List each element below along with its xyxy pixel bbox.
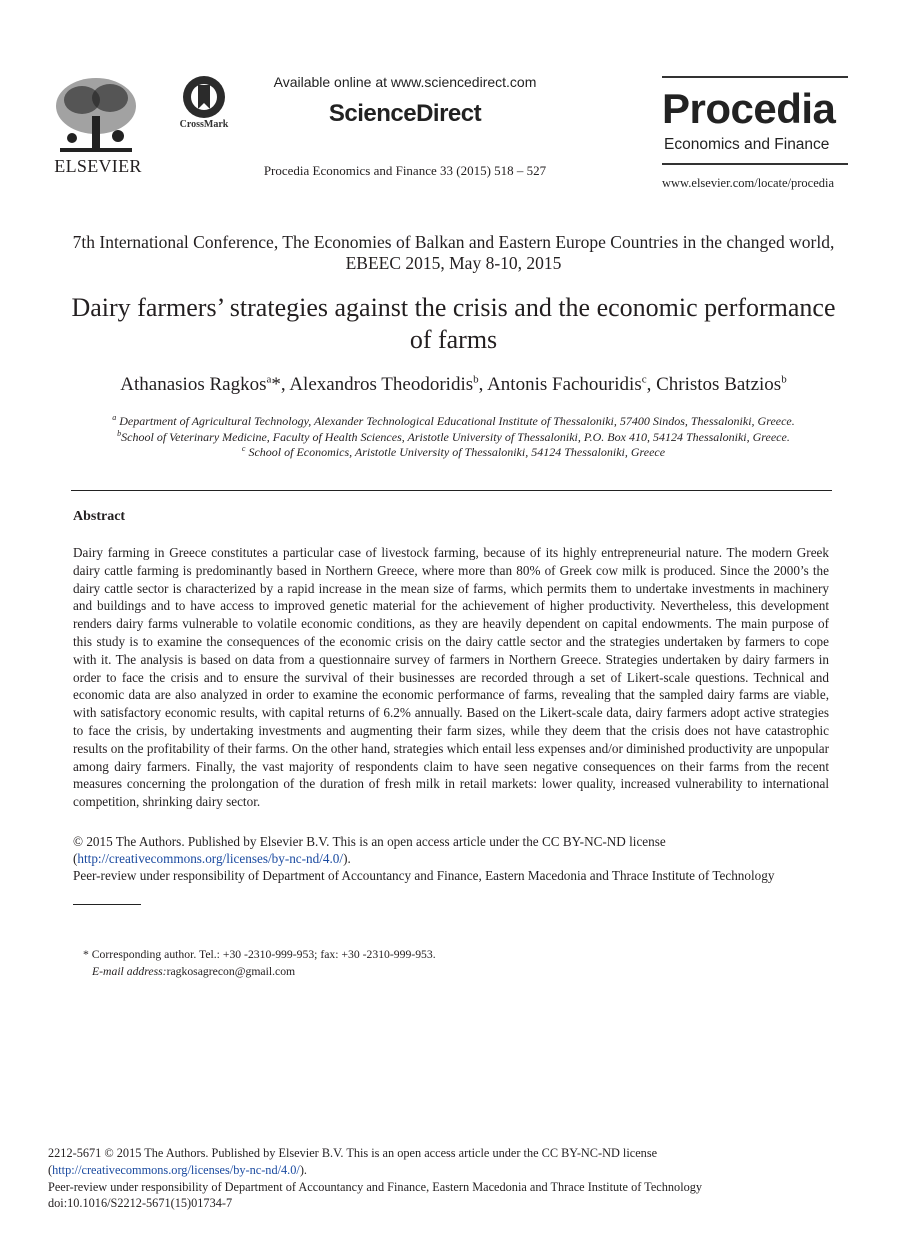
paper-title: Dairy farmers’ strategies against the crisis and the economic performance of farms bbox=[71, 293, 836, 354]
email-address[interactable]: ragkosagrecon@gmail.com bbox=[166, 964, 296, 978]
corresponding-author: * Corresponding author. Tel.: +30 -2310-999-953; fax: +30 -2310-999-953. bbox=[83, 948, 436, 961]
author-list bbox=[40, 374, 867, 396]
peer-review-line: Peer-review under responsibility of Department of Accountancy and Finance, Eastern Macedonia and Thrace Institute of Technology bbox=[73, 868, 775, 884]
footnote bbox=[83, 947, 436, 980]
page-footer bbox=[48, 1145, 868, 1212]
affiliation: $^a$ Department of Agricultural Technology, Alexander Technological Educational Institute of Thessaloniki, 57400 Sindos, Thessaloniki, Greece. bbox=[112, 413, 795, 428]
sciencedirect-brand: ScienceDirect bbox=[328, 100, 482, 127]
abstract-heading: Abstract bbox=[73, 509, 126, 524]
license-link[interactable]: http://creativecommons.org/licenses/by-nc-nd/4.0/ bbox=[77, 851, 344, 867]
section-divider bbox=[71, 490, 832, 491]
available-online[interactable]: Available online at www.sciencedirect.com bbox=[273, 74, 537, 90]
footer-copyright: 2212-5671 © 2015 The Authors. Published by Elsevier B.V. This is an open access article under the CC BY-NC-ND license bbox=[48, 1146, 658, 1160]
footnote-rule bbox=[73, 904, 141, 905]
author: Antonis Fachouridis$^c$, bbox=[487, 374, 657, 396]
author: Alexandros Theodoridis$^b$, bbox=[289, 374, 488, 396]
journal-subtitle: Economics and Finance bbox=[664, 136, 830, 153]
author: Athanasios Ragkos$^a$*, bbox=[120, 374, 290, 396]
abstract-license bbox=[73, 833, 833, 885]
affiliation: $^b$School of Veterinary Medicine, Faculty of Health Sciences, Aristotle University of Thessaloniki, P.O. Box 410, 54124 Thessaloniki, Greece. bbox=[117, 429, 790, 444]
license-link-line: (http://creativecommons.org/licenses/by-nc-nd/4.0/). bbox=[73, 851, 351, 867]
footer-license: (http://creativecommons.org/licenses/by-nc-nd/4.0/). bbox=[48, 1162, 307, 1177]
elsevier-wordmark: ELSEVIER bbox=[54, 156, 142, 176]
journal-url[interactable]: www.elsevier.com/locate/procedia bbox=[662, 176, 835, 190]
conference-line: 7th International Conference, The Economies of Balkan and Eastern Europe Countries in the changed world, EBEEC 2015, May 8-10, 2015 bbox=[72, 232, 835, 273]
journal-name: Procedia bbox=[662, 85, 836, 132]
abstract-body: Dairy farming in Greece constitutes a particular case of livestock farming, because of its highly entrepreneurial nature. The modern Greek dairy cattle farming is predominantly based in Northern Greece, where more than 80% of Greek cow milk is produced. Since the 2000’s the dairy cattle sector is characterized by a rapid increase in the mean size of farms, which permits them to undertake investments in machinery and buildings and to have access to improved genetic material for the achievement of higher productivity. Nevertheless, this development renders dairy farms vulnerable to volatile economic conditions, as they are heavily dependent on capital endowments. The main purpose of this study is to examine the consequences of the economic crisis on the dairy cattle sector and the strategies undertaken by farmers to cope with it. The analysis is based on data from a questionnaire survey of farmers in Northern Greece. Strategies undertaken by dairy farmers in order to face the crisis and to ensure the survival of their businesses are recorded through a set of Likert-scale questions. Technical and economic data are also analyzed in order to examine the economic performance of farms, revealing that the sampled dairy farms are viable, with satisfactory economic results, with capital returns of 6.2% annually. Based on the Likert-scale data, dairy farmers adopt active strategies to face the crisis, by undertaking investments and augmenting their farm sizes, while they deem that the crisis does not have catastrophic results on the profitability of their farms. On the other hand, strategies which entail less expenses and/or diminished productivity are unpopular among dairy farmers. Finally, the vast majority of respondents claim to have seen negative consequences on their farms from the recent measures concerning the prolongation of the duration of fresh milk in retail markets: lower quality, increased vulnerability to international competition, shrinking dairy sector. bbox=[73, 545, 829, 810]
footer-peer-review: Peer-review under responsibility of Department of Accountancy and Finance, Eastern Macedonia and Thrace Institute of Technology bbox=[48, 1179, 703, 1194]
procedia-rule-top bbox=[662, 76, 848, 78]
author: Christos Batzios$^b$ bbox=[656, 374, 787, 396]
email-line: E-mail address:ragkosagrecon@gmail.com bbox=[92, 964, 296, 978]
procedia-rule-bottom bbox=[662, 163, 848, 165]
footer-doi[interactable]: doi:10.1016/S2212-5671(15)01734-7 bbox=[48, 1196, 233, 1211]
crossmark-label: CrossMark bbox=[179, 119, 229, 130]
elsevier-tree-logo bbox=[52, 76, 140, 158]
footer-license-link[interactable]: http://creativecommons.org/licenses/by-nc-nd/4.0/ bbox=[52, 1162, 300, 1177]
journal-reference: Procedia Economics and Finance 33 (2015) 518 – 527 bbox=[263, 163, 547, 178]
copyright-line: © 2015 The Authors. Published by Elsevier B.V. This is an open access article under the CC BY-NC-ND license bbox=[73, 834, 666, 849]
affiliation: $^c$ School of Economics, Aristotle University of Thessaloniki, 54124 Thessaloniki, Greece bbox=[241, 444, 666, 459]
